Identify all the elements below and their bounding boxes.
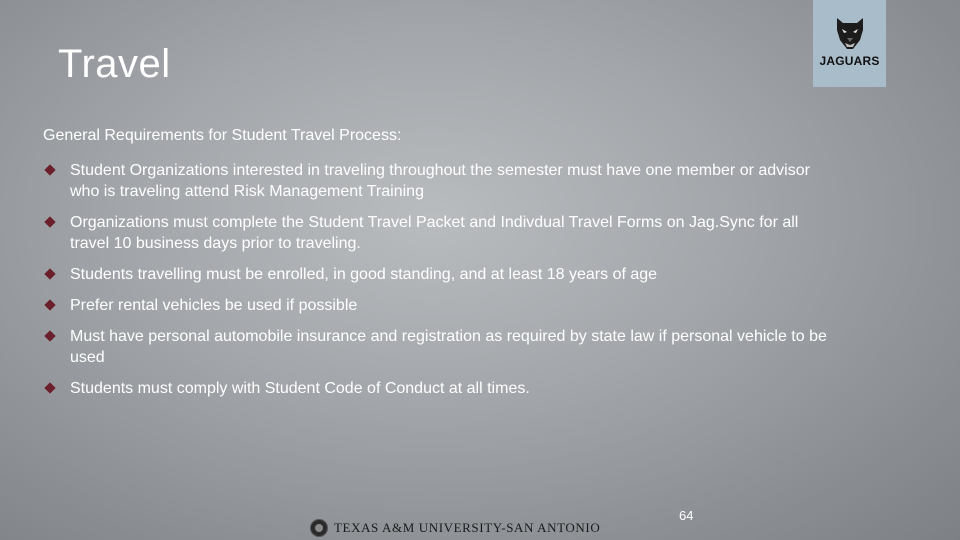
diamond-bullet-icon — [44, 216, 55, 227]
list-item — [44, 212, 834, 254]
footer-text: TEXAS A&M UNIVERSITY-SAN ANTONIO — [334, 520, 601, 535]
intro-heading: General Requirements for Student Travel Process: — [43, 127, 402, 144]
slide-title: Travel — [58, 42, 171, 86]
list-item-text: Must have personal automobile insurance and registration as required by state law if personal vehicle to be used — [70, 328, 827, 366]
university-seal-icon — [310, 519, 328, 537]
list-item-text: Students must comply with Student Code of Conduct at all times. — [70, 380, 530, 397]
diamond-bullet-icon — [44, 268, 55, 279]
logo-text: JAGUARS — [819, 54, 880, 68]
list-item-text: Students travelling must be enrolled, in good standing, and at least 18 years of age — [70, 266, 658, 283]
list-item-text: Prefer rental vehicles be used if possible — [70, 297, 358, 314]
diamond-bullet-icon — [44, 164, 55, 175]
list-item-text: Student Organizations interested in traveling throughout the semester must have one member or advisor who is traveling attend Risk Management Training — [70, 162, 810, 200]
list-item — [44, 295, 834, 316]
list-item — [44, 264, 834, 285]
list-item — [44, 326, 834, 368]
diamond-bullet-icon — [44, 330, 55, 341]
jaguars-logo — [813, 0, 886, 87]
jaguar-head-icon — [833, 14, 867, 52]
list-item — [44, 160, 834, 202]
page-number: 64 — [679, 508, 694, 523]
list-item — [44, 378, 834, 399]
footer — [310, 518, 600, 538]
diamond-bullet-icon — [44, 382, 55, 393]
list-item-text: Organizations must complete the Student Travel Packet and Indivdual Travel Forms on Jag.Sync for all travel 10 business days prior to traveling. — [70, 214, 799, 252]
requirements-list — [44, 160, 834, 409]
diamond-bullet-icon — [44, 299, 55, 310]
